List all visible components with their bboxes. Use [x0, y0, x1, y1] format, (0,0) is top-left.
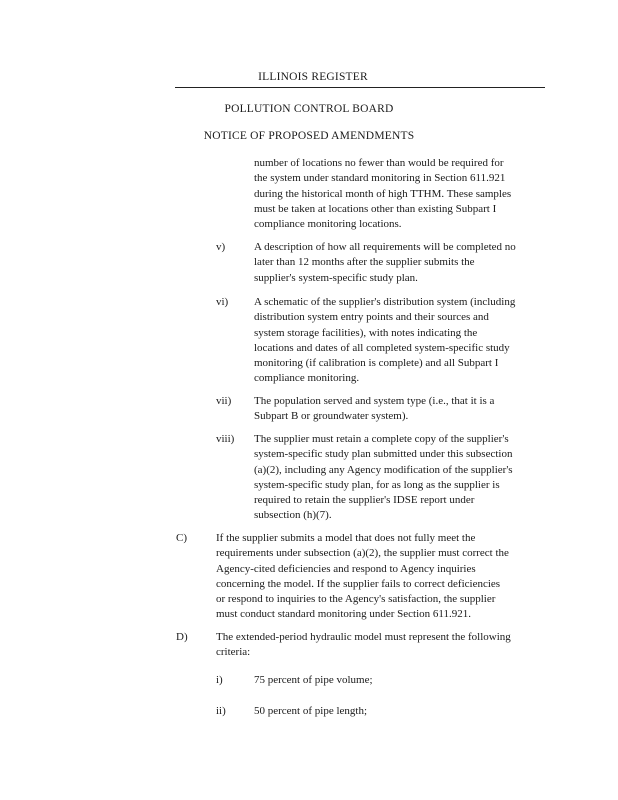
criteria-marker-ii: ii) — [216, 705, 226, 717]
item-text-viii — [254, 432, 513, 524]
paragraph-line: number of locations no fewer than would be required for — [254, 157, 504, 169]
criteria-text-i: 75 percent of pipe volume; — [254, 674, 373, 686]
paragraph-line: Agency-cited deficiencies and respond to Agency inquiries — [216, 562, 476, 575]
item-text-vi — [254, 295, 515, 387]
register-title: ILLINOIS REGISTER — [258, 71, 368, 83]
criteria-text-ii: 50 percent of pipe length; — [254, 705, 368, 717]
criteria-marker-i: i) — [216, 674, 223, 686]
paragraph-line: locations and dates of all completed system-specific study — [254, 341, 510, 354]
continuation-paragraph — [254, 156, 511, 232]
paragraph-line: or respond to inquiries to the Agency's satisfaction, the supplier — [216, 593, 496, 606]
paragraph-line: If the supplier submits a model that does not fully meet the — [216, 532, 476, 544]
paragraph-line: A schematic of the supplier's distribution system (including — [254, 296, 516, 308]
paragraph-line: supplier's system-specific study plan. — [254, 271, 418, 284]
item-text-v — [254, 240, 516, 286]
section-marker-d: D) — [176, 631, 188, 643]
paragraph-line: compliance monitoring. — [254, 372, 360, 385]
paragraph-line: criteria: — [216, 646, 251, 659]
paragraph-line: concerning the model. If the supplier fails to correct deficiencies — [216, 577, 501, 590]
section-text-c — [216, 531, 509, 623]
paragraph-line: requirements under subsection (a)(2), the supplier must correct the — [216, 547, 509, 560]
paragraph-line: A description of how all requirements will be completed no — [254, 241, 516, 253]
paragraph-line: (a)(2), including any Agency modification of the supplier's — [254, 463, 513, 476]
paragraph-line: subsection (h)(7). — [254, 509, 332, 522]
notice-heading: NOTICE OF PROPOSED AMENDMENTS — [203, 130, 415, 142]
item-text-vii — [254, 394, 494, 425]
header-divider — [175, 87, 545, 88]
item-marker-vi: vi) — [216, 296, 229, 308]
paragraph-line: compliance monitoring locations. — [254, 218, 402, 231]
board-name: POLLUTION CONTROL BOARD — [224, 103, 394, 115]
paragraph-line: later than 12 months after the supplier submits the — [254, 256, 475, 269]
paragraph-line: must conduct standard monitoring under Section 611.921. — [216, 608, 471, 621]
section-marker-c: C) — [176, 532, 187, 544]
paragraph-line: monitoring (if calibration is complete) and all Subpart I — [254, 357, 499, 370]
paragraph-line: system-specific study plan submitted under this subsection — [254, 448, 513, 461]
paragraph-line: required to retain the supplier's IDSE report under — [254, 494, 475, 507]
item-marker-vii: vii) — [216, 395, 232, 407]
paragraph-line: the system under standard monitoring in Section 611.921 — [254, 172, 506, 185]
paragraph-line: system storage facilities), with notes indicating the — [254, 326, 478, 339]
section-text-d — [216, 630, 511, 661]
item-marker-v: v) — [216, 241, 226, 253]
paragraph-line: The supplier must retain a complete copy of the supplier's — [254, 433, 509, 445]
paragraph-line: must be taken at locations other than existing Subpart I — [254, 202, 497, 215]
paragraph-line: system-specific study plan, for as long as the supplier is — [254, 478, 500, 491]
paragraph-line: The population served and system type (i.e., that it is a — [254, 395, 495, 407]
paragraph-line: during the historical month of high TTHM. These samples — [254, 187, 512, 200]
paragraph-line: distribution system entry points and their sources and — [254, 311, 489, 324]
item-marker-viii: viii) — [216, 433, 235, 445]
paragraph-line: Subpart B or groundwater system). — [254, 410, 409, 423]
paragraph-line: The extended-period hydraulic model must represent the following — [216, 631, 511, 643]
